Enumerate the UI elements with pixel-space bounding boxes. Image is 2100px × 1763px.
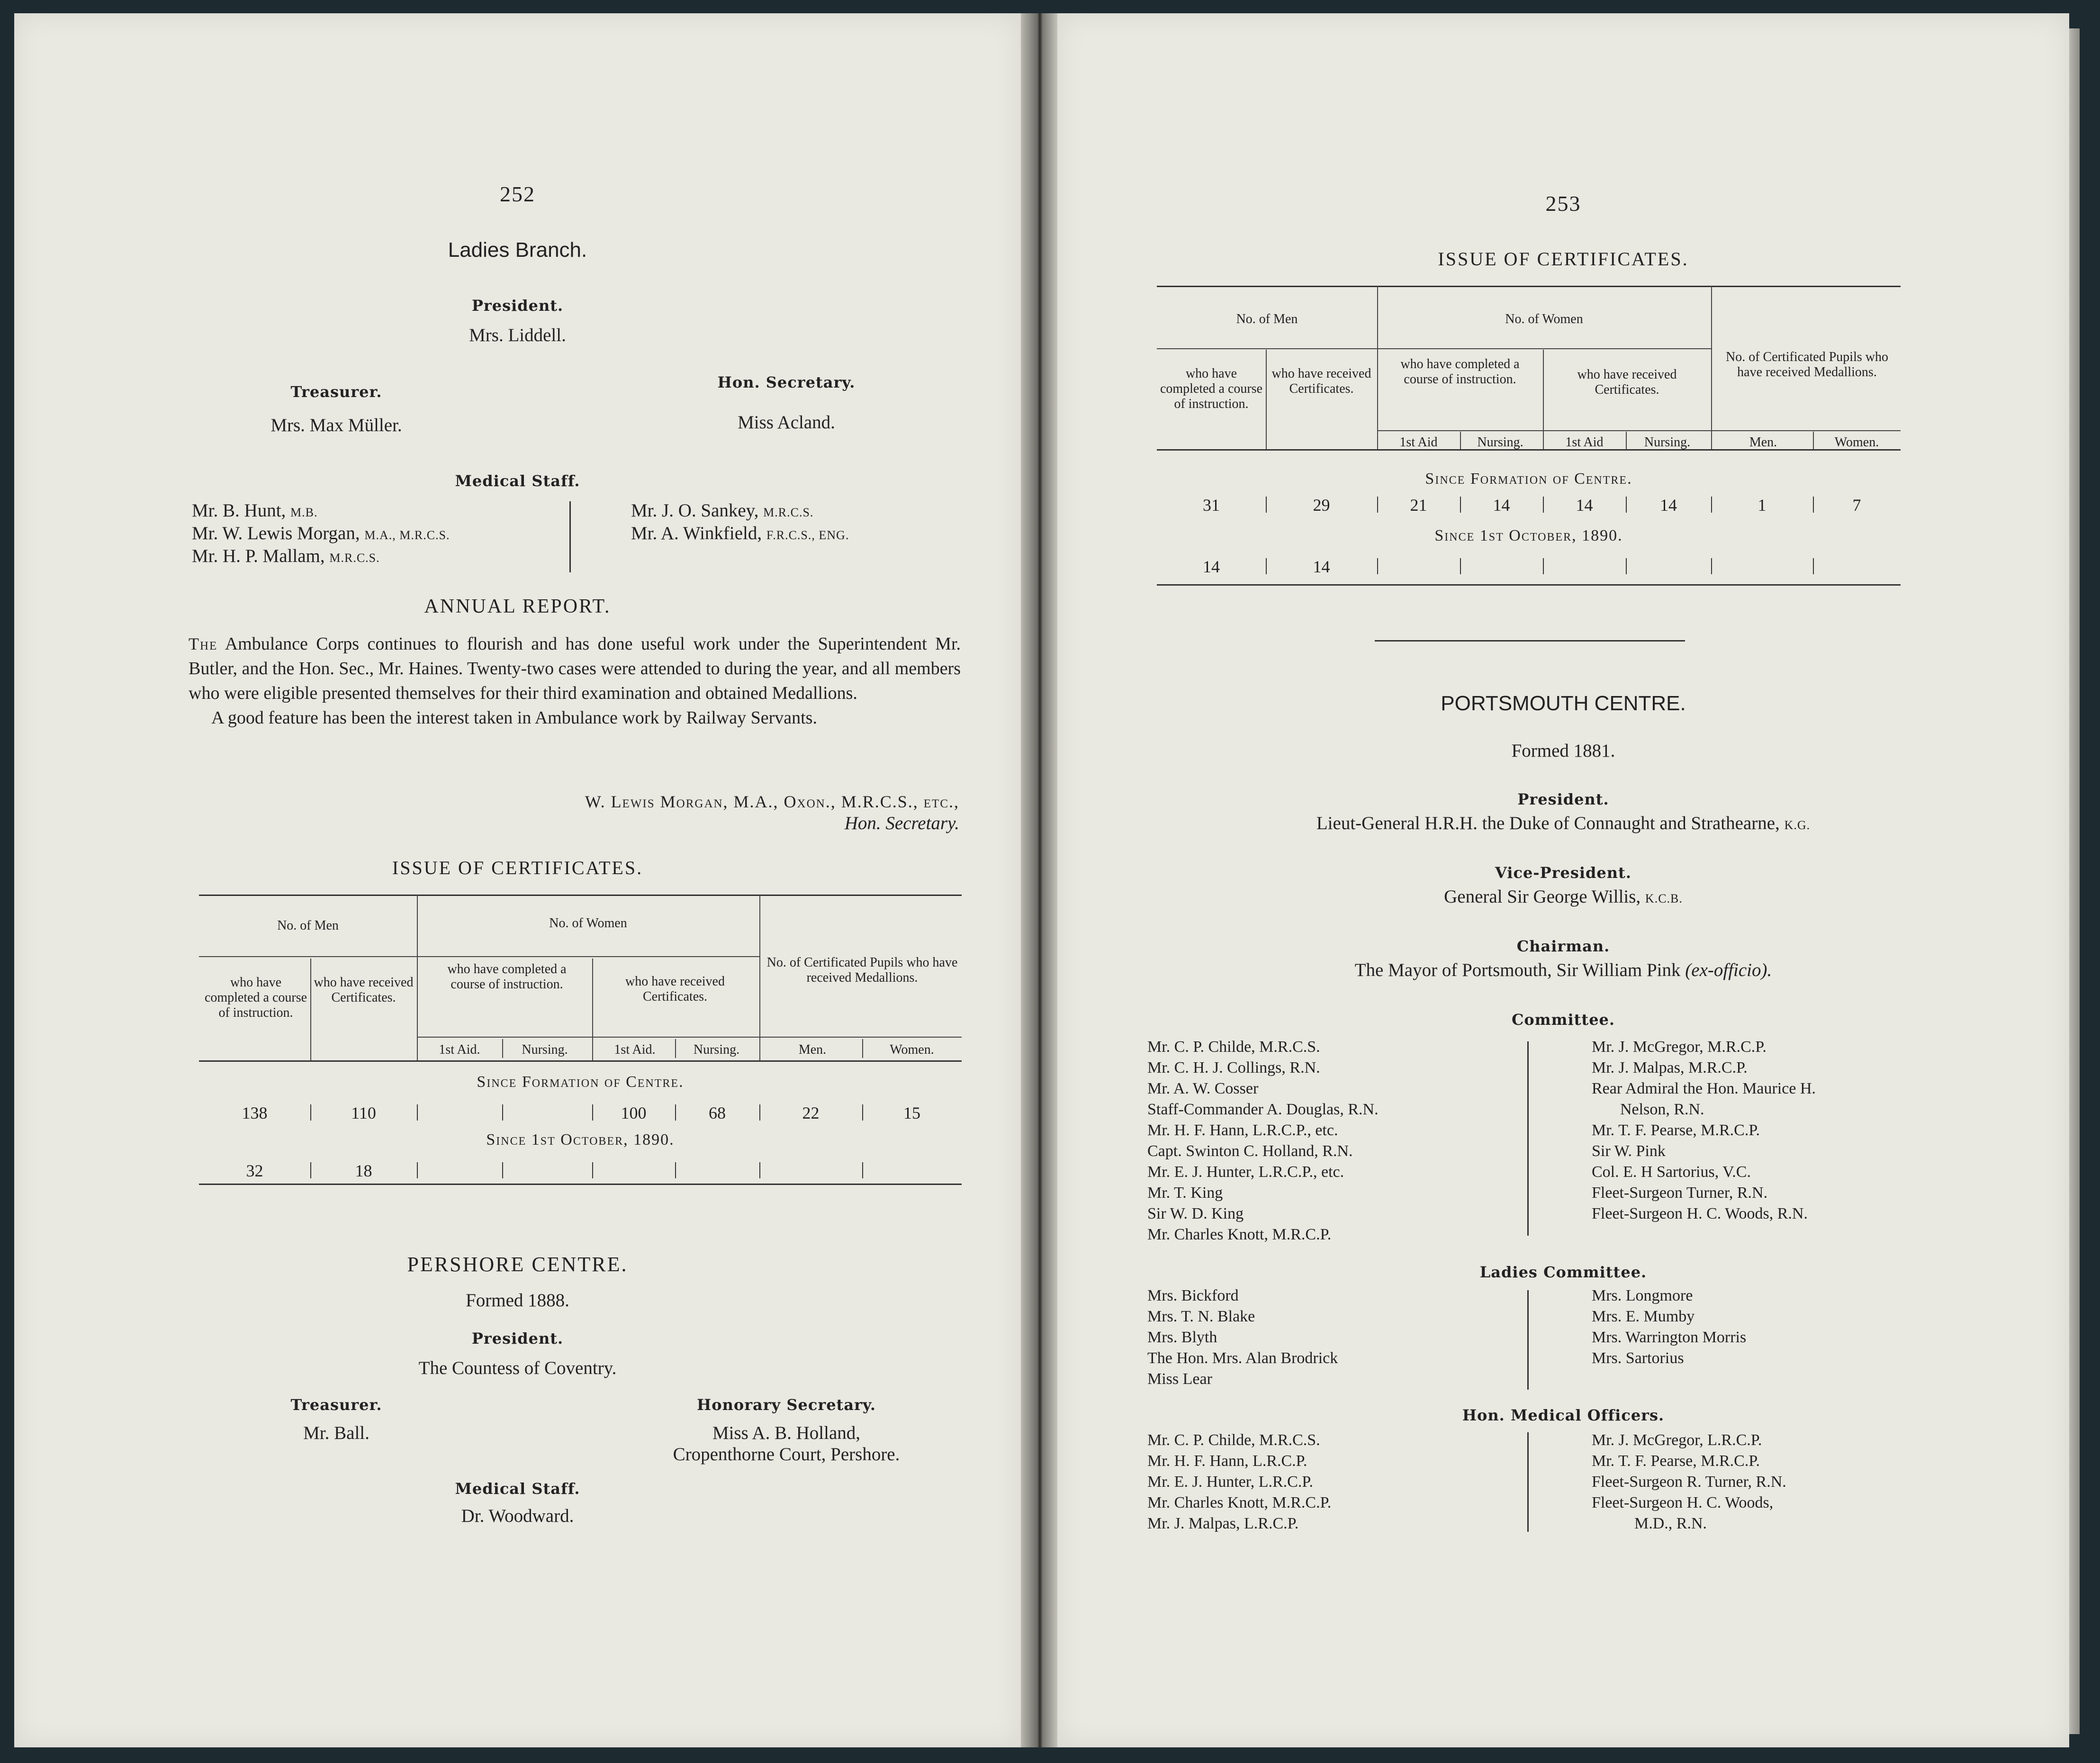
secretary-name: Miss Acland. bbox=[738, 412, 835, 433]
president-name: Mrs. Liddell. bbox=[469, 325, 566, 345]
table-cell: 31 bbox=[1203, 496, 1220, 515]
portsmouth-formed: Formed 1881. bbox=[1511, 741, 1615, 761]
medical-right-list bbox=[1592, 1430, 1786, 1534]
list-item: Mrs. Warrington Morris bbox=[1592, 1329, 1747, 1346]
list-item: Mr. A. W. Cosser bbox=[1147, 1080, 1259, 1097]
list-item: Mr. E. J. Hunter, L.R.C.P. bbox=[1147, 1473, 1313, 1491]
header-no-of-women: No. of Women bbox=[1505, 312, 1583, 326]
portsmouth-chairman: The Mayor of Portsmouth, Sir William Pink (ex-officio). bbox=[1354, 960, 1772, 980]
page-number: 252 bbox=[500, 182, 535, 206]
portsmouth-chairman-label: Chairman. bbox=[1516, 937, 1610, 955]
medical-staff-label: Medical Staff. bbox=[455, 472, 580, 490]
portsmouth-vice-label: Vice-President. bbox=[1495, 864, 1631, 882]
list-item: Sir W. Pink bbox=[1592, 1142, 1666, 1160]
list-item: The Hon. Mrs. Alan Brodrick bbox=[1147, 1349, 1338, 1367]
pershore-treasurer: Mr. Ball. bbox=[303, 1423, 370, 1443]
list-item: Mr. H. F. Hann, L.R.C.P. bbox=[1147, 1452, 1307, 1470]
medical-staff-entry: Mr. H. P. Mallam, M.R.C.S. bbox=[192, 546, 380, 566]
report-paragraph: The Ambulance Corps continues to flourish and has done useful work under the Superintendent Mr. Butler, and the Hon. Sec., Mr. Haines. Twenty-two cases were attended to during the year, and all members who were eligible presented themselves for their third examination and obtained Medallions. bbox=[189, 634, 961, 703]
list-item: Mr. J. McGregor, L.R.C.P. bbox=[1592, 1431, 1762, 1449]
treasurer-label: Treasurer. bbox=[290, 383, 382, 401]
since-formation-label: Since Formation of Centre. bbox=[477, 1073, 684, 1091]
medical-left-list bbox=[1147, 1430, 1331, 1534]
pershore-secretary: Miss A. B. Holland, bbox=[712, 1423, 861, 1443]
pershore-president-label: President. bbox=[471, 1329, 564, 1347]
ladies-right-list bbox=[1592, 1285, 1746, 1369]
right-page bbox=[1057, 13, 2069, 1747]
pershore-president: The Countess of Coventry. bbox=[418, 1358, 617, 1378]
pershore-medical: Dr. Woodward. bbox=[461, 1506, 574, 1526]
header-nursing: Nursing. bbox=[1644, 435, 1691, 450]
column-divider bbox=[569, 501, 571, 572]
ladies-committee-label: Ladies Committee. bbox=[1479, 1263, 1647, 1281]
pershore-secretary-address: Cropenthorne Court, Pershore. bbox=[673, 1444, 900, 1465]
table-cell: 18 bbox=[355, 1161, 372, 1180]
medical-staff-entry: Mr. J. O. Sankey, M.R.C.S. bbox=[631, 500, 814, 521]
list-item: Mr. Charles Knott, M.R.C.P. bbox=[1147, 1226, 1332, 1243]
list-item: Mrs. Bickford bbox=[1147, 1287, 1239, 1304]
medical-staff-left bbox=[192, 500, 450, 569]
table-cell: 100 bbox=[621, 1103, 647, 1122]
table-cell: 14 bbox=[1576, 496, 1593, 515]
medical-staff-entry: Mr. W. Lewis Morgan, M.A., M.R.C.S. bbox=[192, 523, 450, 543]
list-item: Mr. E. J. Hunter, L.R.C.P., etc. bbox=[1147, 1163, 1344, 1181]
header-first-aid: 1st Aid. bbox=[614, 1042, 656, 1057]
header-women-received: who have received Certificates. bbox=[625, 974, 725, 1004]
committee-left-list bbox=[1147, 1037, 1379, 1245]
list-item: Fleet-Surgeon Turner, R.N. bbox=[1592, 1184, 1768, 1202]
portsmouth-president-label: President. bbox=[1517, 790, 1609, 808]
table-cell: 1 bbox=[1758, 496, 1767, 515]
medical-staff-entry: Mr. B. Hunt, M.B. bbox=[192, 500, 318, 521]
list-item: Mr. T. King bbox=[1147, 1184, 1223, 1202]
table-cell: 14 bbox=[1313, 557, 1330, 576]
medical-officers-label: Hon. Medical Officers. bbox=[1462, 1406, 1665, 1424]
column-divider bbox=[1527, 1432, 1529, 1532]
since-formation-label: Since Formation of Centre. bbox=[1425, 470, 1632, 488]
section-title-ladies-branch: Ladies Branch. bbox=[448, 238, 587, 262]
list-item: Fleet-Surgeon R. Turner, R.N. bbox=[1592, 1473, 1786, 1491]
header-women-completed: who have completed a course of instruction. bbox=[1400, 357, 1520, 387]
certificates-title: ISSUE OF CERTIFICATES. bbox=[1438, 248, 1689, 270]
table-cell: 14 bbox=[1203, 557, 1220, 576]
header-first-aid: 1st Aid. bbox=[439, 1042, 480, 1057]
list-item: Fleet-Surgeon H. C. Woods, R.N. bbox=[1592, 1205, 1808, 1222]
list-item: Rear Admiral the Hon. Maurice H. bbox=[1592, 1080, 1816, 1097]
header-nursing: Nursing. bbox=[522, 1042, 568, 1057]
header-medallions: No. of Certificated Pupils who have received Medallions. bbox=[1726, 350, 1888, 380]
list-item: Sir W. D. King bbox=[1147, 1205, 1244, 1222]
secretary-label: Hon. Secretary. bbox=[717, 373, 856, 391]
report-signature-role: Hon. Secretary. bbox=[844, 813, 959, 833]
header-medallions: No. of Certificated Pupils who have received Medallions. bbox=[766, 955, 958, 985]
portsmouth-vice: General Sir George Willis, K.C.B. bbox=[1444, 886, 1683, 907]
column-divider bbox=[1527, 1290, 1529, 1390]
page-edge bbox=[2069, 28, 2080, 1734]
list-item: Nelson, R.N. bbox=[1620, 1101, 1704, 1118]
table-cell: 29 bbox=[1313, 496, 1330, 515]
list-item: Mrs. Blyth bbox=[1147, 1329, 1217, 1346]
section-title-portsmouth: PORTSMOUTH CENTRE. bbox=[1441, 692, 1686, 715]
header-first-aid: 1st Aid bbox=[1399, 435, 1438, 450]
medical-staff-entry: Mr. A. Winkfield, F.R.C.S., ENG. bbox=[631, 523, 849, 543]
list-item: Capt. Swinton C. Holland, R.N. bbox=[1147, 1142, 1353, 1160]
committee-label: Committee. bbox=[1511, 1011, 1615, 1029]
left-page bbox=[14, 13, 1021, 1747]
list-item: Mr. C. P. Childe, M.R.C.S. bbox=[1147, 1431, 1320, 1449]
list-item: Mrs. T. N. Blake bbox=[1147, 1308, 1255, 1325]
president-label: President. bbox=[471, 297, 564, 315]
committee-right-list bbox=[1592, 1037, 1816, 1224]
header-men: Men. bbox=[798, 1042, 827, 1057]
pershore-formed: Formed 1888. bbox=[466, 1290, 569, 1311]
list-item: Mr. J. Malpas, M.R.C.P. bbox=[1592, 1059, 1748, 1076]
since-october-label: Since 1st October, 1890. bbox=[1434, 527, 1623, 544]
list-item: Mr. T. F. Pearse, M.R.C.P. bbox=[1592, 1121, 1760, 1139]
pershore-treasurer-label: Treasurer. bbox=[290, 1396, 382, 1414]
report-paragraph: A good feature has been the interest taken in Ambulance work by Railway Servants. bbox=[211, 708, 817, 728]
header-no-of-women: No. of Women bbox=[549, 916, 627, 931]
book-spine bbox=[1021, 13, 1057, 1747]
table-cell: 15 bbox=[903, 1103, 920, 1122]
header-men-received: who have received Certificates. bbox=[1271, 366, 1371, 396]
list-item: Mr. T. F. Pearse, M.R.C.P. bbox=[1592, 1452, 1760, 1470]
table-cell: 7 bbox=[1852, 496, 1861, 515]
list-item: Staff-Commander A. Douglas, R.N. bbox=[1147, 1101, 1379, 1118]
header-women-received: who have received Certificates. bbox=[1577, 367, 1677, 397]
certificates-table bbox=[1157, 286, 1901, 589]
list-item: Mrs. Longmore bbox=[1592, 1287, 1693, 1304]
portsmouth-president: Lieut-General H.R.H. the Duke of Connaught and Strathearne, K.G. bbox=[1316, 813, 1811, 833]
header-women-completed: who have completed a course of instruction. bbox=[447, 962, 567, 992]
list-item: Mr. C. H. J. Collings, R.N. bbox=[1147, 1059, 1320, 1076]
table-cell: 14 bbox=[1660, 496, 1677, 515]
header-women: Women. bbox=[1834, 435, 1879, 450]
list-item: M.D., R.N. bbox=[1634, 1515, 1707, 1532]
list-item: Mr. J. Malpas, L.R.C.P. bbox=[1147, 1515, 1299, 1532]
list-item: Col. E. H Sartorius, V.C. bbox=[1592, 1163, 1751, 1181]
header-men-completed: who have completed a course of instruction. bbox=[1160, 366, 1263, 411]
list-item: Mrs. E. Mumby bbox=[1592, 1308, 1695, 1325]
header-nursing: Nursing. bbox=[693, 1042, 740, 1057]
certificates-table bbox=[199, 895, 962, 1198]
section-divider bbox=[1375, 640, 1685, 642]
annual-report-body bbox=[189, 632, 961, 730]
table-cell: 22 bbox=[802, 1103, 820, 1122]
header-women: Women. bbox=[890, 1042, 934, 1057]
certificates-title: ISSUE OF CERTIFICATES. bbox=[392, 857, 643, 878]
table-cell: 14 bbox=[1493, 496, 1510, 515]
table-cell: 68 bbox=[709, 1103, 726, 1122]
list-item: Mr. H. F. Hann, L.R.C.P., etc. bbox=[1147, 1121, 1338, 1139]
annual-report-title: ANNUAL REPORT. bbox=[424, 596, 611, 617]
table-cell: 110 bbox=[351, 1103, 376, 1122]
medical-staff-right bbox=[631, 500, 849, 546]
header-men-received: who have received Certificates. bbox=[314, 975, 414, 1005]
ladies-left-list bbox=[1147, 1285, 1338, 1390]
since-october-label: Since 1st October, 1890. bbox=[486, 1131, 675, 1148]
header-men-completed: who have completed a course of instruction. bbox=[204, 975, 307, 1020]
list-item: Mr. C. P. Childe, M.R.C.S. bbox=[1147, 1038, 1320, 1056]
list-item: Mr. Charles Knott, M.R.C.P. bbox=[1147, 1494, 1332, 1511]
header-first-aid: 1st Aid bbox=[1565, 435, 1604, 450]
list-item: Mrs. Sartorius bbox=[1592, 1349, 1684, 1367]
table-cell: 21 bbox=[1410, 496, 1427, 515]
pershore-medical-label: Medical Staff. bbox=[455, 1480, 580, 1498]
report-signature: W. Lewis Morgan, M.A., Oxon., M.R.C.S., etc., bbox=[585, 792, 959, 811]
page-number: 253 bbox=[1545, 191, 1581, 216]
column-divider bbox=[1527, 1041, 1529, 1236]
header-men: Men. bbox=[1749, 435, 1777, 450]
list-item: Miss Lear bbox=[1147, 1370, 1212, 1388]
list-item: Mr. J. McGregor, M.R.C.P. bbox=[1592, 1038, 1767, 1056]
list-item: Fleet-Surgeon H. C. Woods, bbox=[1592, 1494, 1774, 1511]
header-no-of-men: No. of Men bbox=[277, 918, 339, 933]
treasurer-name: Mrs. Max Müller. bbox=[270, 415, 402, 435]
section-title-pershore: PERSHORE CENTRE. bbox=[407, 1253, 628, 1276]
header-nursing: Nursing. bbox=[1477, 435, 1523, 450]
header-no-of-men: No. of Men bbox=[1236, 312, 1298, 326]
pershore-secretary-label: Honorary Secretary. bbox=[697, 1396, 876, 1414]
table-cell: 32 bbox=[246, 1161, 263, 1180]
table-cell: 138 bbox=[242, 1103, 268, 1122]
